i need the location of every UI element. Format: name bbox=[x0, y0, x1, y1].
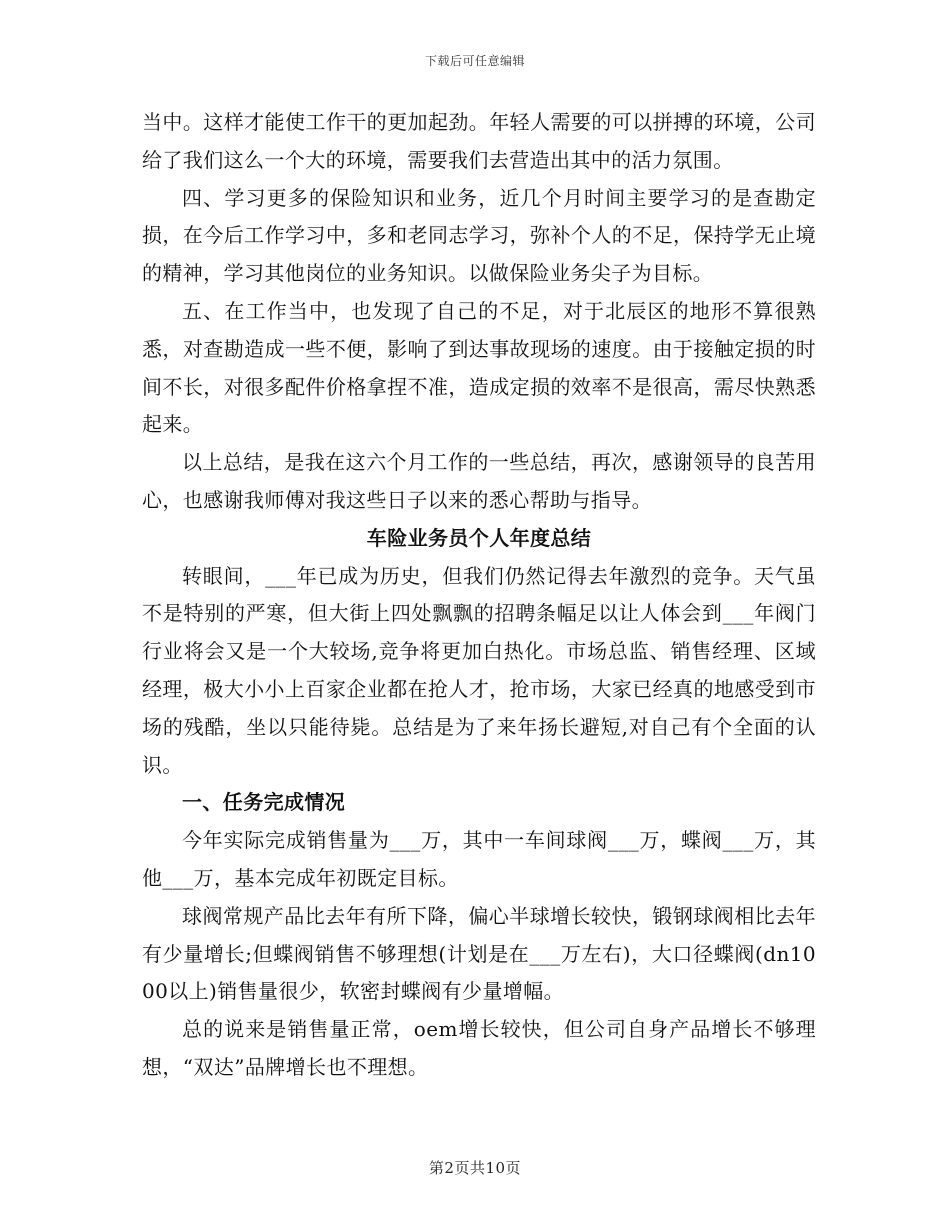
paragraph: 总的说来是销售量正常，oem增长较快，但公司自身产品增长不够理想，“双达”品牌增长也不理想。 bbox=[142, 1017, 816, 1079]
paragraph: 以上总结，是我在这六个月工作的一些总结，再次，感谢领导的良苦用心，也感谢我师傅对我这些日子以来的悉心帮助与指导。 bbox=[142, 450, 816, 512]
section-heading: 一、任务完成情况 bbox=[182, 790, 346, 815]
paragraph: 五、在工作当中，也发现了自己的不足，对于北辰区的地形不算很熟悉，对查勘造成一些不便，影响了到达事故现场的速度。由于接触定损的时间不长，对很多配件价格拿捏不准，造成定损的效率不是很高，需尽快熟悉起来。 bbox=[142, 298, 816, 437]
paragraph: 当中。这样才能使工作干的更加起劲。年轻人需要的可以拼搏的环境，公司给了我们这么一个大的环境，需要我们去营造出其中的活力氛围。 bbox=[142, 110, 816, 172]
paragraph: 四、学习更多的保险知识和业务，近几个月时间主要学习的是查勘定损，在今后工作学习中，多和老同志学习，弥补个人的不足，保持学无止境的精神，学习其他岗位的业务知识。以做保险业务尖子为目标。 bbox=[142, 185, 816, 286]
document-body bbox=[142, 104, 816, 1087]
paragraph: 转眼间，___年已成为历史，但我们仍然记得去年激烈的竞争。天气虽不是特别的严寒，但大街上四处飘飘的招聘条幅足以让人体会到___年阀门行业将会又是一个大较场,竞争将更加白热化。市场总监、销售经理、区域经理，极大小小上百家企业都在抢人才，抢市场，大家已经真的地感受到市场的残酷，坐以只能待毙。总结是为了来年扬长避短,对自己有个全面的认识。 bbox=[142, 563, 816, 777]
page-footer: 第2页共10页 bbox=[428, 1159, 522, 1177]
paragraph: 球阀常规产品比去年有所下降，偏心半球增长较快，锻钢球阀相比去年有少量增长;但蝶阀销售不够理想(计划是在___万左右)，大口径蝶阀(dn1000以上)销售量很少，软密封蝶阀有少量增幅。 bbox=[142, 903, 816, 1004]
page-header: 下载后可任意编辑 bbox=[424, 54, 525, 68]
document-title: 车险业务员个人年度总结 bbox=[366, 525, 592, 550]
paragraph: 今年实际完成销售量为___万，其中一车间球阀___万，蝶阀___万，其他___万，基本完成年初既定目标。 bbox=[142, 828, 816, 890]
